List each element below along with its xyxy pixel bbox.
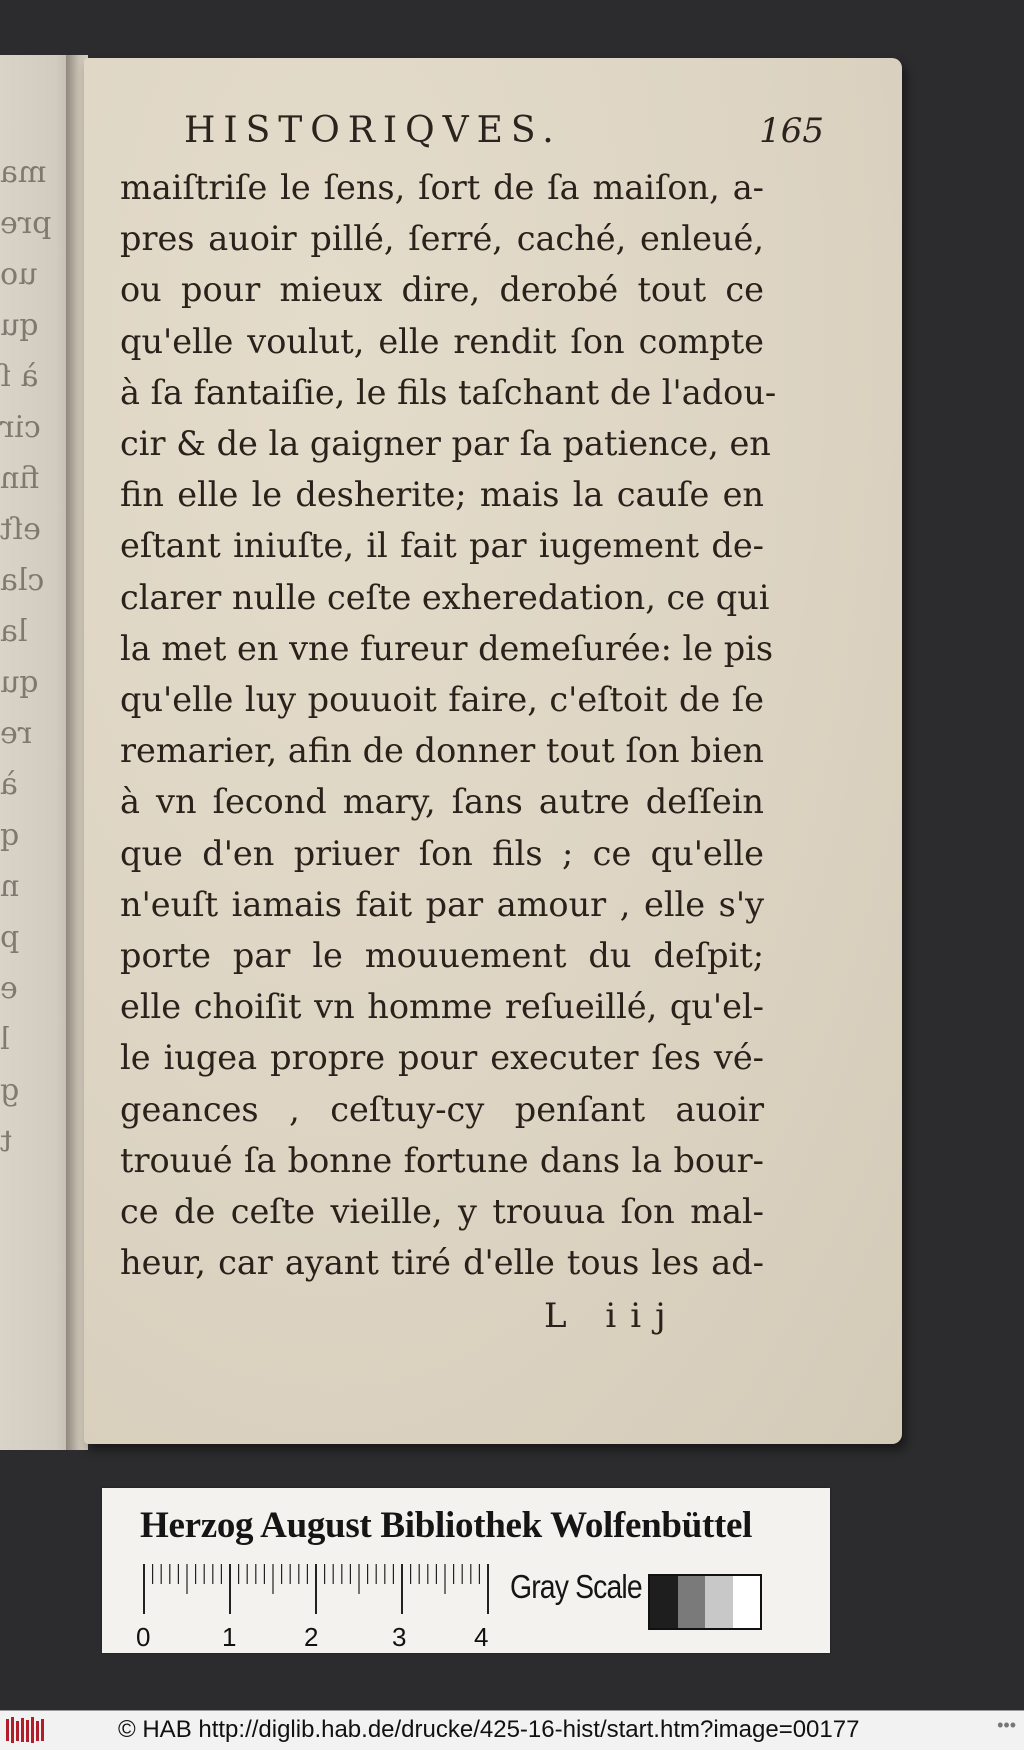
page-number: 165: [759, 111, 824, 151]
ruler-number: 2: [304, 1622, 319, 1652]
text-line: eſtant iniuſte, il fait par iugement de-: [120, 526, 764, 566]
signature-mark: L iij: [544, 1296, 680, 1336]
text-line: cir & de la gaigner par ſa patience, en: [120, 424, 771, 464]
text-line: fin elle le desherite; mais la cauſe en: [120, 475, 764, 515]
left-page-fragment: cla: [0, 563, 45, 598]
footer-bar: [0, 1710, 1024, 1750]
text-line: que d'en priuer ſon fils ; ce qu'elle: [120, 833, 764, 873]
text-line: trouué ſa bonne fortune dans la bour-: [120, 1140, 764, 1180]
text-line: le iugea propre pour executer ſes vé-: [120, 1038, 764, 1078]
text-line: n'euſt iamais fait par amour , elle s'y: [120, 884, 764, 924]
gray-patch: [678, 1576, 706, 1628]
text-line: la met en vne fureur demeſurée: le pis: [120, 628, 774, 668]
left-page-fragment: qu: [0, 308, 39, 343]
text-line: geances , ceſtuy-cy penſant auoir: [120, 1089, 764, 1129]
text-line: maiſtriſe le ſens, ſort de ſa maiſon, a-: [120, 168, 764, 207]
left-page-fragment: fin: [0, 461, 40, 496]
text-line: heur, car ayant tiré d'elle tous les ad-: [120, 1243, 764, 1283]
left-page-fragment: re: [0, 716, 33, 751]
ruler-number: 1: [222, 1622, 237, 1652]
left-page-fragment: p: [0, 920, 20, 955]
left-page-fragment: g: [0, 1073, 20, 1108]
gray-scale-label: Gray Scale: [510, 1568, 642, 1605]
text-line: remarier, afin de donner tout ſon bien: [120, 731, 764, 771]
gray-patch: [733, 1576, 761, 1628]
running-head-title: HISTORIQVES.: [184, 110, 562, 151]
ruler-scale: [142, 1564, 492, 1614]
body-text: [120, 162, 777, 1288]
left-page-fragment: n: [0, 869, 20, 904]
text-line: à vn ſecond mary, ſans autre deſſein: [120, 782, 764, 822]
library-name: Herzog August Bibliothek Wolfenbüttel: [140, 1505, 753, 1546]
left-page-fragment: à ſ: [0, 359, 39, 394]
left-page-fragment: pre: [0, 206, 52, 241]
text-line: pres auoir pillé, ſerré, caché, enleué,: [120, 219, 764, 259]
left-page-fragment: e: [0, 971, 18, 1006]
text-line: à ſa fantaiſie, le fils taſchant de l'adou-: [120, 372, 777, 412]
text-line: porte par le mouuement du deſpit;: [120, 936, 764, 976]
text-line: qu'elle luy pouuoit faire, c'eſtoit de ſe: [120, 680, 764, 720]
more-icon[interactable]: •••: [997, 1715, 1016, 1735]
running-head: [184, 110, 824, 151]
left-page-fragment: t: [0, 1124, 13, 1159]
ruler-number: 3: [392, 1622, 407, 1652]
copyright-url[interactable]: © HAB http://diglib.hab.de/drucke/425-16-hist/start.htm?image=00177: [118, 1716, 860, 1743]
left-page-fragment: q: [0, 818, 20, 853]
left-page-fragment: eſt: [0, 512, 41, 547]
gray-patch: [650, 1576, 678, 1628]
text-line: clarer nulle ceſte exheredation, ce qui: [120, 577, 770, 617]
text-line: ou pour mieux dire, derobé tout ce: [120, 270, 764, 310]
left-page-fragment: qu: [0, 665, 39, 700]
left-page-fragment: l: [0, 1022, 10, 1057]
color-calibration-card: [102, 1488, 830, 1653]
text-line: ce de ceſte vieille, y trouua ſon mal-: [120, 1192, 764, 1232]
text-line: elle choiſit vn homme reſueillé, qu'el-: [120, 987, 764, 1027]
ruler-number: 4: [474, 1622, 489, 1652]
gray-scale-patches: [648, 1574, 762, 1630]
text-line: qu'elle voulut, elle rendit ſon compte: [120, 321, 764, 361]
left-page-fragment: ma: [0, 155, 47, 190]
hab-logo-icon: [4, 1715, 46, 1745]
book-page: [84, 58, 902, 1444]
ruler-number: 0: [136, 1622, 151, 1652]
left-page-fragment: à: [0, 767, 18, 802]
left-page-fragment: uo: [0, 257, 38, 292]
left-page-fragment: cir: [0, 410, 41, 445]
gray-patch: [705, 1576, 733, 1628]
left-page-fragment: la: [0, 614, 28, 649]
